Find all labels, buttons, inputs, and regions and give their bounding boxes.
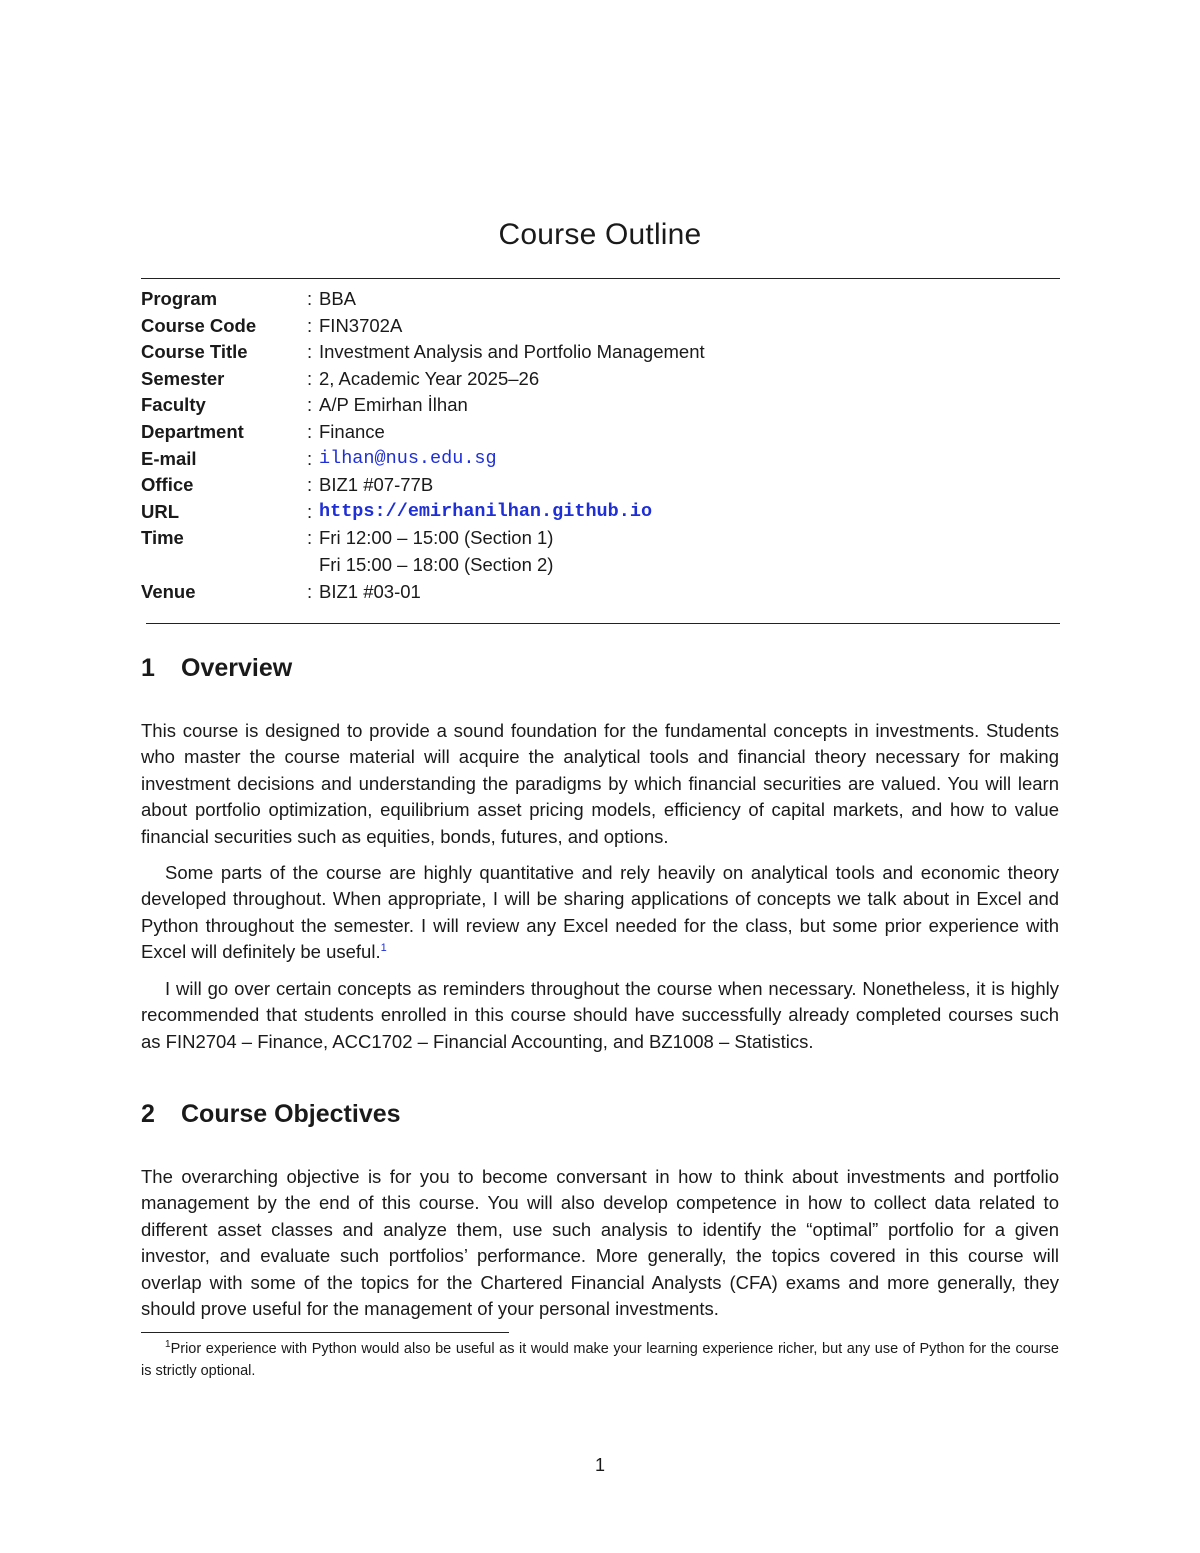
overview-paragraph-2-text: Some parts of the course are highly quantitative and rely heavily on analytical tools and economic theory developed throughout. When appropriate, I will be sharing applications of concepts we talk about in Excel and Python throughout the semester. I will review any Excel needed for the class, but some prior experience with Excel will definitely be useful. (141, 862, 1059, 963)
info-colon: : (307, 580, 313, 602)
info-row-program (141, 286, 1060, 313)
info-label-empty (141, 552, 307, 579)
section-number: 2 (141, 1100, 155, 1128)
info-value-department: Finance (319, 420, 385, 442)
info-label: Department (141, 420, 244, 442)
info-value-program: BBA (319, 288, 357, 309)
info-row-office (141, 472, 1060, 499)
info-row-department (141, 419, 1060, 446)
info-colon: : (307, 474, 313, 496)
info-row-semester (141, 366, 1060, 393)
info-label: Time (141, 527, 184, 549)
objectives-paragraph-1: The overarching objective is for you to become conversant in how to think about investments and portfolio management by the end of this course. You will also develop competence in how to collect data related to different asset classes and analyze them, use such analysis to identify the “optimal” portfolio for a given investor, and evaluate such portfolios’ performance. More generally, the topics covered in this course will overlap with some of the topics for the Chartered Financial Analysts (CFA) exams and more generally, they should prove useful for the management of your personal investments. (141, 1166, 1059, 1320)
info-colon: : (307, 314, 313, 336)
info-label: E-mail (141, 447, 197, 469)
footnote-reference[interactable]: 1 (380, 942, 387, 955)
info-colon: : (307, 447, 313, 469)
section-title: Overview (181, 654, 293, 682)
overview-paragraph-1: This course is designed to provide a sound foundation for the fundamental concepts in investments. Students who master the course material will acquire the analytical tools and financial theory necessary for making investment decisions and understanding the paradigms by which financial securities are valued. You will learn about portfolio optimization, equilibrium asset pricing models, efficiency of capital markets, and how to value financial securities such as equities, bonds, futures, and options. (141, 720, 1059, 847)
footnote-text: Prior experience with Python would also be useful as it would make your learning experience richer, but any use of Python for the course is strictly optional. (141, 1341, 1059, 1379)
footnote-mark: 1 (165, 1339, 171, 1351)
info-value-course-title: Investment Analysis and Portfolio Management (319, 341, 705, 363)
section-title: Course Objectives (181, 1100, 401, 1128)
info-label: Course Title (141, 341, 248, 363)
course-info-table (141, 286, 1060, 605)
email-link[interactable]: ilhan@nus.edu.sg (319, 447, 497, 469)
info-colon: : (307, 527, 313, 549)
info-colon: : (307, 420, 313, 442)
info-colon: : (307, 500, 313, 522)
info-row-venue (141, 579, 1060, 606)
info-label: Venue (141, 580, 196, 602)
section-heading-course-objectives (141, 1100, 401, 1129)
info-row-url (141, 499, 1060, 526)
footnote-rule (141, 1332, 509, 1333)
info-row-course-title (141, 339, 1060, 366)
info-row-time (141, 525, 1060, 552)
info-value-semester: 2, Academic Year 2025–26 (319, 367, 540, 389)
info-colon: : (307, 288, 313, 309)
info-value-office: BIZ1 #07-77B (319, 474, 434, 496)
page-number: 1 (594, 1455, 605, 1475)
info-value-faculty: A/P Emirhan İlhan (319, 394, 468, 416)
info-colon-empty (307, 552, 319, 579)
footnote (141, 1338, 1059, 1382)
overview-paragraph-2 (141, 860, 1059, 966)
info-row-course-code (141, 313, 1060, 340)
top-rule (141, 278, 1060, 279)
info-label: Course Code (141, 314, 257, 336)
info-label: Semester (141, 367, 225, 389)
info-row-time-continued (141, 552, 1060, 579)
info-value-time-section-2: Fri 15:00 – 18:00 (Section 2) (319, 553, 554, 575)
info-row-email (141, 446, 1060, 473)
info-value-course-code: FIN3702A (319, 314, 403, 336)
info-value-time-section-1: Fri 12:00 – 15:00 (Section 1) (319, 527, 554, 549)
section-heading-overview (141, 654, 292, 683)
info-label: Program (141, 288, 218, 309)
info-label: Office (141, 474, 194, 496)
info-colon: : (307, 367, 313, 389)
info-colon: : (307, 341, 313, 363)
overview-paragraph-3: I will go over certain concepts as reminders throughout the course when necessary. Nonetheless, it is highly recommended that students enrolled in this course should have successfully already completed courses such as FIN2704 – Finance, ACC1702 – Financial Accounting, and BZ1008 – Statistics. (141, 978, 1059, 1052)
section-number: 1 (141, 654, 155, 682)
info-colon: : (307, 394, 313, 416)
info-label: URL (141, 500, 180, 522)
info-value-venue: BIZ1 #03-01 (319, 580, 421, 602)
info-label: Faculty (141, 394, 206, 416)
website-link[interactable]: https://emirhanilhan.github.io (319, 500, 653, 522)
bottom-rule (146, 623, 1060, 624)
info-row-faculty (141, 392, 1060, 419)
document-title: Course Outline (498, 218, 702, 251)
